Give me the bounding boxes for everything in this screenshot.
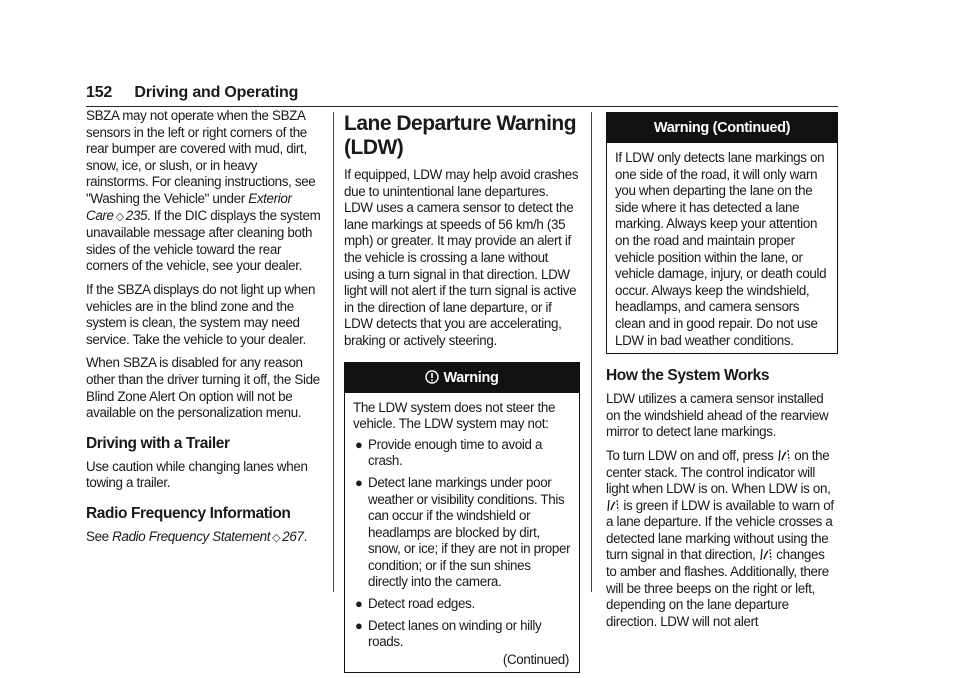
warning-list — [353, 437, 571, 651]
warning-continued-header: Warning (Continued) — [607, 113, 837, 143]
paragraph-sbza-disabled: When SBZA is disabled for any reason other than the driver turning it off, the Side Blind Zone Alert On option will not be available on the personalization menu. — [86, 355, 320, 421]
column-divider — [591, 112, 592, 592]
bullet-icon: ● — [355, 617, 363, 633]
paragraph-ldw-operation: To turn LDW on and off, press on the center stack. The control indicator will light when LDW is on. When LDW is on, is green if LDW is available to warn of a lane departure. If the vehicle crosses a detected lane marking without using the turn signal in that direction, changes to amber and flashes. Additionally, there will be three beeps on the right or left, depending on the lane departure direction. LDW will not alert — [606, 447, 834, 629]
lane-departure-icon — [778, 449, 790, 462]
paragraph-sbza-cleaning: SBZA may not operate when the SBZA sensors in the left or right corners of the rear bumper are covered with mud, dirt, snow, ice, or slush, or in heavy rainstorms. For cleaning instructions, see "Washing the Vehicle" under Exterior Care ◇ 235. If the DIC displays the system unavailable message after cleaning both sides of the vehicle toward the rear corners of the vehicle, see your dealer. — [86, 108, 321, 274]
paragraph-sbza-service: If the SBZA displays do not light up when vehicles are in the blind zone and the system is clean, the system may need service. Take the vehicle to your dealer. — [86, 281, 316, 347]
list-item: ● Provide enough time to avoid a crash. — [355, 436, 543, 469]
warning-title: Warning — [443, 369, 499, 386]
paragraph-ldw-intro: If equipped, LDW may help avoid crashes due to unintentional lane departures. LDW uses a camera sensor to detect the lane markings at speeds of 56 km/h (35 mph) or greater. It may provide an alert if the vehicle is crossing a lane without using a turn signal in that direction. LDW light will not alert if the turn signal is active in the direction of lane departure, or if LDW detects that you are accelerating, braking or actively steering. — [344, 167, 579, 348]
column-right — [606, 108, 838, 637]
page-ref-number[interactable]: 235 — [125, 207, 148, 223]
bullet-icon: ● — [355, 474, 363, 490]
column-middle — [344, 108, 580, 673]
warning-continued-box — [606, 112, 838, 354]
paragraph-trailer: Use caution while changing lanes when towing a trailer. — [86, 458, 308, 491]
section-title: Driving and Operating — [134, 84, 299, 101]
page-header — [86, 84, 838, 107]
heading-trailer: Driving with a Trailer — [86, 434, 230, 452]
heading-radio: Radio Frequency Information — [86, 504, 291, 522]
cross-ref-exterior-care[interactable]: Exterior Care — [86, 190, 292, 223]
paragraph-camera-sensor: LDW utilizes a camera sensor installed on the windshield ahead of the rearview mirror to detect lane markings. — [606, 391, 829, 440]
bullet-icon: ● — [355, 436, 363, 452]
bullet-icon: ● — [355, 596, 363, 612]
warning-box — [344, 362, 580, 674]
warning-lead: The LDW system does not steer the vehicle. The LDW system may not: — [353, 399, 556, 432]
list-item: ● Detect lanes on winding or hilly roads. — [355, 617, 542, 650]
column-divider — [333, 112, 334, 592]
paragraph-radio: See Radio Frequency Statement ◇ 267. — [86, 528, 307, 544]
lane-departure-icon — [760, 548, 772, 561]
warning-continued-text: If LDW only detects lane markings on one side of the road, it will only warn you when departing the lane on the side where it has detected a lane marking. Always keep your attention on the road and maintain proper vehicle position within the lane, or vehicle damage, injury, or death could occur. Always keep the windshield, headlamps, and camera sensors clean and in good repair. Do not use LDW in bad weather conditions. — [615, 150, 827, 348]
cross-ref-radio-statement[interactable]: Radio Frequency Statement — [112, 528, 271, 544]
page-ref-icon: ◇ — [115, 210, 124, 223]
page-number: 152 — [86, 84, 113, 101]
page-ref-icon: ◇ — [272, 531, 281, 544]
continued-label: (Continued) — [502, 651, 569, 667]
page-ref-number[interactable]: 267 — [282, 528, 304, 544]
list-item: ● Detect lane markings under poor weather or visibility conditions. This can occur if the windshield or headlamps are blocked by dirt, snow, or ice; if they are not in proper condition; or if the sun shines directly into the camera. — [355, 474, 571, 590]
warning-header — [345, 363, 579, 393]
warning-body — [345, 393, 579, 673]
list-item: ● Detect road edges. — [355, 596, 475, 612]
warning-continued-body — [607, 143, 837, 353]
heading-how-it-works: How the System Works — [606, 367, 770, 385]
lane-departure-icon — [607, 499, 619, 512]
warning-icon — [425, 370, 439, 385]
column-left — [86, 108, 322, 553]
heading-ldw: Lane Departure Warning (LDW) — [344, 112, 577, 159]
